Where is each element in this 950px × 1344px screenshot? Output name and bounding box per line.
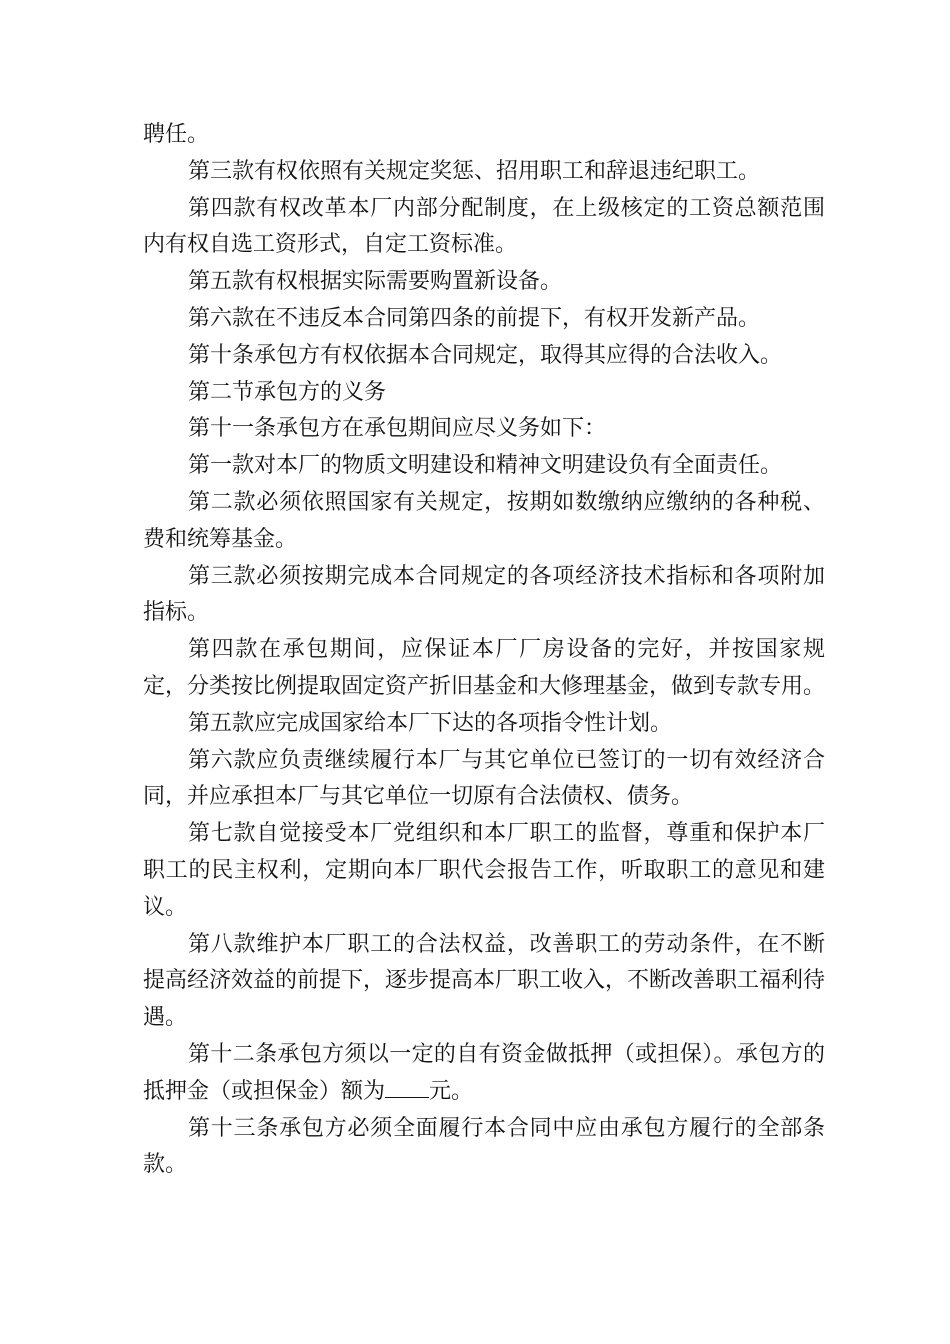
deposit-clause-text: 第十二条承包方须以一定的自有资金做抵押（或担保）。承包方的抵押金（或担保金）额为 xyxy=(143,1041,825,1104)
clause-4-paragraph: 第四款有权改革本厂内部分配制度，在上级核定的工资总额范围内有权自选工资形式，自定工资标准。 xyxy=(143,195,825,258)
paragraph-continuation: 聘任。 xyxy=(143,122,210,147)
obligation-2-paragraph: 第二款必须依照国家有关规定，按期如数缴纳应缴纳的各种税、费和统筹基金。 xyxy=(143,489,825,552)
article-13-paragraph: 第十三条承包方必须全面履行本合同中应由承包方履行的全部条款。 xyxy=(143,1115,825,1178)
deposit-amount-blank xyxy=(385,1077,429,1098)
article-12-paragraph xyxy=(143,1037,825,1111)
obligation-5-paragraph: 第五款应完成国家给本厂下达的各项指令性计划。 xyxy=(188,710,673,736)
clause-3-paragraph: 第三款有权依照有关规定奖惩、招用职工和辞退违纪职工。 xyxy=(188,158,761,184)
document-body xyxy=(143,117,825,1184)
obligation-8-paragraph: 第八款维护本厂职工的合法权益，改善职工的劳动条件，在不断提高经济效益的前提下，逐步提高本厂职工收入，不断改善职工福利待遇。 xyxy=(143,931,826,1031)
section-heading: 第二节承包方的义务 xyxy=(188,379,387,405)
article-11-paragraph: 第十一条承包方在承包期间应尽义务如下： xyxy=(188,416,607,442)
deposit-clause-unit: 元。 xyxy=(429,1078,474,1104)
obligation-4-paragraph: 第四款在承包期间，应保证本厂厂房设备的完好，并按国家规定，分类按比例提取固定资产折旧基金和大修理基金，做到专款专用。 xyxy=(143,637,826,699)
article-10-paragraph: 第十条承包方有权依据本合同规定，取得其应得的合法收入。 xyxy=(188,342,783,368)
obligation-1-paragraph: 第一款对本厂的物质文明建设和精神文明建设负有全面责任。 xyxy=(188,453,783,479)
clause-6-paragraph: 第六款在不违反本合同第四条的前提下，有权开发新产品。 xyxy=(188,305,761,331)
clause-5-paragraph: 第五款有权根据实际需要购置新设备。 xyxy=(188,269,563,295)
obligation-3-paragraph: 第三款必须按期完成本合同规定的各项经济技术指标和各项附加指标。 xyxy=(143,563,825,626)
obligation-6-paragraph: 第六款应负责继续履行本厂与其它单位已签订的一切有效经济合同，并应承担本厂与其它单位一切原有合法债权、债务。 xyxy=(143,747,825,810)
obligation-7-paragraph: 第七款自觉接受本厂党组织和本厂职工的监督，尊重和保护本厂职工的民主权利，定期向本厂职代会报告工作，听取职工的意见和建议。 xyxy=(143,821,825,920)
